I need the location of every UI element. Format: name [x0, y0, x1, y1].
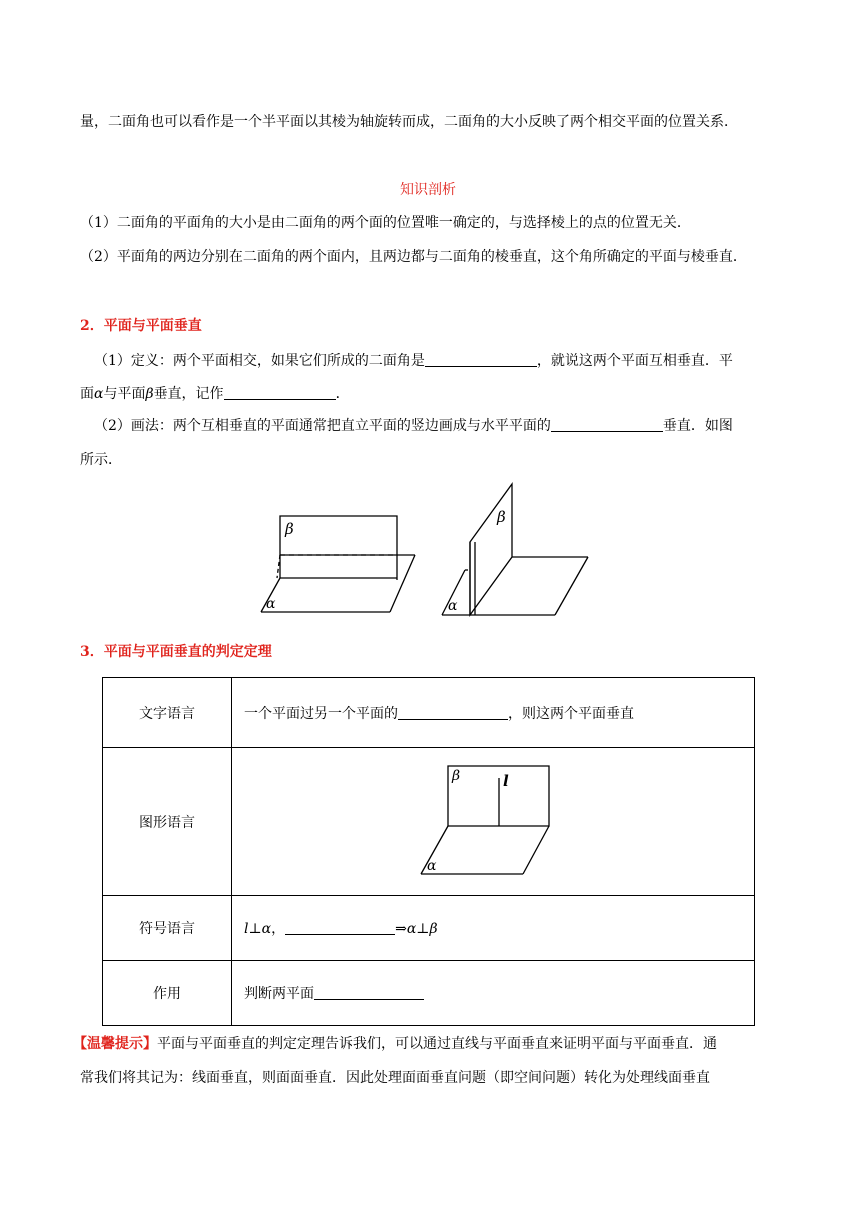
theorem-table: [102, 677, 755, 1026]
line-symbol: l: [244, 921, 249, 937]
definition-text-c2: 与平面: [103, 386, 146, 402]
perpendicular-planes-figure-2: [440, 482, 600, 620]
tip-text-1: 平面与平面垂直的判定定理告诉我们，可以通过直线与平面垂直来证明平面与平面垂直．通: [157, 1036, 717, 1052]
beta-symbol: β: [145, 386, 154, 402]
perpendicular-planes-figure-1: [255, 510, 425, 620]
table-row: [103, 678, 755, 748]
analysis-title: 知识剖析: [400, 182, 456, 198]
figure-beta-label: β: [497, 508, 506, 526]
table-row: [103, 748, 755, 896]
row-label-symbol-language: 符号语言: [103, 896, 232, 961]
answer-blank[interactable]: [551, 417, 663, 432]
figure-beta-label: β: [452, 768, 461, 784]
drawing-line-1: [94, 415, 733, 435]
answer-blank[interactable]: [425, 352, 537, 367]
text-language-b: ，则这两个平面垂直: [508, 705, 634, 722]
analysis-item-1: （1）二面角的平面角的大小是由二面角的两个面的位置唯一确定的，与选择棱上的点的位置无关．: [80, 215, 691, 231]
answer-blank[interactable]: [314, 985, 424, 1000]
drawing-text-b: 垂直．如图: [662, 418, 733, 434]
alpha-symbol: α: [261, 921, 272, 937]
tip-label: 【温馨提示】: [73, 1036, 157, 1052]
definition-text-c4: ．: [335, 386, 350, 402]
table-row: [103, 896, 755, 961]
definition-text-b: ，就说这两个平面互相垂直．平: [536, 353, 733, 369]
definition-line-1: [94, 350, 733, 370]
definition-text-c1: 面: [80, 386, 94, 402]
figure-line-label: l: [503, 772, 509, 790]
row-label-figure-language: 图形语言: [103, 748, 232, 896]
answer-blank[interactable]: [224, 385, 336, 400]
definition-text-a: （1）定义：两个平面相交，如果它们所成的二面角是: [94, 353, 425, 369]
drawing-text-a: （2）画法：两个互相垂直的平面通常把直立平面的竖边画成与水平平面的: [94, 418, 551, 434]
tip-line-1: [73, 1033, 717, 1053]
figure-alpha-label: α: [448, 598, 458, 614]
use-text: 判断两平面: [244, 986, 314, 1002]
perp-symbol: ⊥: [248, 921, 262, 937]
figure-alpha-label: α: [266, 596, 276, 612]
comma: ，: [271, 921, 286, 937]
answer-blank[interactable]: [398, 705, 508, 720]
row-value-figure-language: [232, 748, 755, 896]
drawing-line-2: 所示．: [80, 452, 122, 468]
definition-text-c3: 垂直，记作: [153, 386, 224, 402]
intro-paragraph: 量，二面角也可以看作是一个半平面以其棱为轴旋转而成，二面角的大小反映了两个相交平面的位置关系．: [80, 114, 738, 130]
section-2-heading: 2．平面与平面垂直: [80, 318, 202, 334]
row-label-text-language: 文字语言: [103, 678, 232, 748]
section-3-heading: 3．平面与平面垂直的判定定理: [80, 644, 272, 660]
symbol-result: ⇒α⊥β: [395, 921, 438, 937]
text-language-a: 一个平面过另一个平面的: [244, 705, 398, 722]
figure-beta-label: β: [285, 520, 294, 538]
answer-blank[interactable]: [285, 920, 395, 935]
row-value-use: [232, 961, 755, 1026]
row-value-symbol-language: [232, 896, 755, 961]
definition-line-2: [80, 383, 350, 403]
row-value-text-language: [232, 678, 755, 748]
analysis-item-2: （2）平面角的两边分别在二面角的两个面内，且两边都与二面角的棱垂直，这个角所确定的平面与棱垂直．: [80, 249, 747, 265]
figure-alpha-label: α: [427, 858, 437, 874]
tip-line-2: 常我们将其记为：线面垂直，则面面垂直．因此处理面面垂直问题（即空间问题）转化为处理线面垂直: [80, 1070, 710, 1086]
table-row: [103, 961, 755, 1026]
alpha-symbol: α: [94, 386, 104, 402]
theorem-figure: [419, 764, 579, 882]
row-label-use: 作用: [103, 961, 232, 1026]
